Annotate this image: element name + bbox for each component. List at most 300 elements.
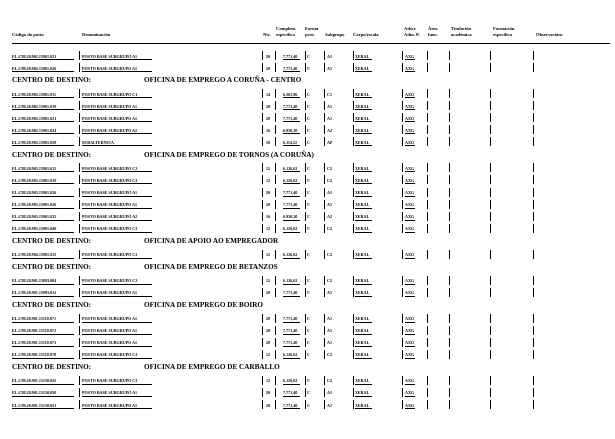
- cell-corps: XERAL: [355, 214, 370, 220]
- column-separator: [324, 288, 325, 297]
- cell-corps: XERAL: [355, 139, 370, 145]
- column-separator: [324, 338, 325, 347]
- column-separator: [490, 388, 491, 397]
- header-corpo: Corpo/escala: [353, 32, 379, 37]
- column-separator: [262, 63, 263, 72]
- column-separator: [275, 125, 276, 134]
- cell-underline: [82, 232, 152, 233]
- cell-underline: [405, 171, 415, 172]
- cell-corps: XERAL: [355, 53, 370, 59]
- cell-code: EL.C99.20.903.15901.040: [12, 226, 57, 232]
- cell-code: EL.C99.20.902.15901.028: [12, 139, 57, 145]
- column-separator: [305, 89, 306, 98]
- column-separator: [79, 63, 80, 72]
- cell-underline: [283, 408, 300, 409]
- column-separator: [402, 101, 403, 110]
- cell-underline: [355, 59, 372, 60]
- column-separator: [275, 51, 276, 60]
- cell-subgroup: C2: [327, 278, 333, 284]
- cell-complement: 6.114,22: [283, 139, 298, 145]
- cell-subgroup: A1: [327, 65, 333, 71]
- column-separator: [427, 250, 428, 259]
- cell-subgroup: A1: [327, 402, 333, 408]
- cell-underline: [405, 145, 415, 146]
- cell-underline: [355, 346, 372, 347]
- cell-underline: [405, 220, 415, 221]
- cell-denomination: POSTO BASE SUBGRUPO A1: [82, 190, 138, 195]
- cell-corps: XERAL: [355, 103, 370, 109]
- cell-underline: [355, 145, 372, 146]
- cell-subgroup: A1: [327, 190, 333, 195]
- cell-underline: [405, 384, 415, 385]
- column-separator: [262, 388, 263, 397]
- column-separator: [305, 400, 306, 409]
- cell-underline: [12, 358, 74, 359]
- cell-provision: C: [307, 402, 310, 408]
- column-separator: [324, 137, 325, 146]
- column-separator: [305, 125, 306, 134]
- column-separator: [449, 163, 450, 172]
- cell-underline: [355, 196, 372, 197]
- cell-underline: [283, 171, 300, 172]
- cell-underline: [283, 71, 300, 72]
- column-separator: [275, 188, 276, 197]
- column-separator: [79, 51, 80, 60]
- column-separator: [353, 388, 354, 397]
- column-separator: [402, 376, 403, 385]
- cell-adscription: AXG: [405, 390, 415, 396]
- cell-code: EL.C99.20.903.15901.035: [12, 214, 57, 220]
- column-separator: [533, 338, 534, 347]
- column-separator: [353, 326, 354, 335]
- cell-underline: [405, 408, 415, 409]
- column-separator: [490, 101, 491, 110]
- column-separator: [427, 125, 428, 134]
- table-row: [0, 337, 615, 349]
- cell-denomination: POSTO BASE SUBGRUPO A1: [82, 316, 138, 322]
- cell-underline: [405, 196, 415, 197]
- cell-provision: C: [307, 65, 310, 71]
- cell-underline: [355, 183, 372, 184]
- cell-underline: [405, 97, 415, 98]
- cell-underline: [283, 208, 300, 209]
- cell-underline: [405, 71, 415, 72]
- cell-underline: [355, 220, 372, 221]
- cell-complement: 7.771,40: [283, 402, 298, 408]
- header-titulacion: Titulación académica: [451, 26, 472, 37]
- cell-adscription: AXG: [405, 352, 415, 358]
- cell-underline: [283, 334, 300, 335]
- header-divider: [12, 43, 610, 44]
- table-row: [0, 136, 615, 148]
- column-separator: [449, 314, 450, 323]
- column-separator: [533, 314, 534, 323]
- cell-adscription: AXG: [405, 115, 415, 121]
- column-separator: [449, 63, 450, 72]
- column-separator: [79, 288, 80, 297]
- table-row: [0, 174, 615, 186]
- column-separator: [533, 101, 534, 110]
- cell-corps: XERAL: [355, 91, 370, 97]
- column-separator: [324, 101, 325, 110]
- cell-underline: [405, 346, 415, 347]
- cell-underline: [12, 208, 74, 209]
- cell-underline: [12, 196, 74, 197]
- column-separator: [490, 125, 491, 134]
- cell-underline: [12, 396, 74, 397]
- cell-underline: [283, 322, 300, 323]
- column-separator: [79, 224, 80, 233]
- cell-underline: [12, 334, 74, 335]
- cell-underline: [405, 322, 415, 323]
- cell-underline: [82, 208, 152, 209]
- column-separator: [449, 276, 450, 285]
- cell-underline: [355, 334, 372, 335]
- cell-underline: [405, 183, 415, 184]
- cell-provision: C: [307, 340, 310, 346]
- cell-corps: XERAL: [355, 115, 370, 121]
- column-separator: [305, 276, 306, 285]
- cell-level: 14: [266, 91, 271, 97]
- cell-complement: 6.126,62: [283, 378, 298, 384]
- cell-underline: [355, 284, 372, 285]
- cell-underline: [405, 258, 415, 259]
- cell-code: EL.C99.20.902.15901.021: [12, 115, 57, 121]
- column-separator: [427, 400, 428, 409]
- column-separator: [305, 63, 306, 72]
- center-label: CENTRO DE DESTINO:: [12, 150, 92, 159]
- column-separator: [324, 200, 325, 209]
- cell-underline: [405, 109, 415, 110]
- cell-underline: [12, 346, 74, 347]
- cell-provision: C: [307, 352, 310, 358]
- column-separator: [262, 350, 263, 359]
- cell-corps: XERAL: [355, 226, 370, 232]
- column-separator: [490, 314, 491, 323]
- cell-corps: XERAL: [355, 290, 370, 296]
- cell-denomination: POSTO BASE SUBGRUPO A1: [82, 402, 138, 408]
- header-area: Área func.: [428, 26, 438, 37]
- column-separator: [353, 224, 354, 233]
- cell-underline: [355, 322, 372, 323]
- cell-underline: [283, 232, 300, 233]
- column-separator: [449, 200, 450, 209]
- column-separator: [353, 113, 354, 122]
- cell-underline: [405, 296, 415, 297]
- column-separator: [353, 314, 354, 323]
- table-row: [0, 399, 615, 411]
- cell-underline: [82, 133, 152, 134]
- table-row: [0, 187, 615, 199]
- cell-underline: [12, 284, 74, 285]
- cell-code: EL.C99.20.901.15150.050: [12, 390, 57, 396]
- center-heading: [0, 74, 615, 87]
- cell-underline: [355, 121, 372, 122]
- column-separator: [305, 376, 306, 385]
- cell-underline: [12, 121, 74, 122]
- cell-denomination: POSTO BASE SUBGRUPO A1: [82, 53, 138, 59]
- column-separator: [449, 350, 450, 359]
- cell-denomination: POSTO BASE SUBGRUPO C2: [82, 378, 138, 384]
- cell-subgroup: A2: [327, 127, 333, 133]
- column-separator: [305, 288, 306, 297]
- cell-adscription: AXG: [405, 402, 415, 408]
- column-separator: [449, 224, 450, 233]
- cell-provision: C: [307, 190, 310, 195]
- cell-subgroup: A1: [327, 316, 333, 322]
- column-separator: [324, 400, 325, 409]
- column-separator: [305, 51, 306, 60]
- cell-code: EL.C99.20.902.15901.021: [12, 53, 57, 59]
- column-separator: [275, 89, 276, 98]
- column-separator: [533, 175, 534, 184]
- cell-code: EL.C99.20.901.15150.051: [12, 402, 57, 408]
- cell-subgroup: A1: [327, 340, 333, 346]
- cell-adscription: AXG: [405, 252, 415, 258]
- column-separator: [402, 326, 403, 335]
- column-separator: [490, 350, 491, 359]
- cell-adscription: AXG: [405, 127, 415, 133]
- cell-denomination: POSTO BASE SUBGRUPO C2: [82, 278, 138, 284]
- cell-denomination: POSTO BASE SUBGRUPO A1: [82, 202, 138, 208]
- cell-denomination: POSTO BASE SUBGRUPO C2: [82, 252, 138, 258]
- column-separator: [305, 101, 306, 110]
- column-separator: [533, 276, 534, 285]
- column-separator: [275, 113, 276, 122]
- column-separator: [324, 163, 325, 172]
- column-separator: [402, 212, 403, 221]
- table-row: [0, 387, 615, 399]
- cell-denomination: POSTO BASE SUBGRUPO A2: [82, 214, 138, 220]
- column-separator: [533, 388, 534, 397]
- column-separator: [324, 326, 325, 335]
- cell-underline: [355, 296, 372, 297]
- cell-level: 20: [266, 103, 271, 109]
- column-separator: [353, 163, 354, 172]
- cell-subgroup: C2: [327, 378, 333, 384]
- column-separator: [449, 376, 450, 385]
- cell-level: 20: [266, 190, 271, 195]
- cell-underline: [12, 171, 74, 172]
- cell-adscription: AXG: [405, 53, 415, 59]
- column-separator: [490, 188, 491, 197]
- cell-denomination: POSTO BASE SUBGRUPO A1: [82, 115, 138, 121]
- column-separator: [275, 350, 276, 359]
- column-separator: [533, 250, 534, 259]
- cell-level: 16: [266, 214, 271, 220]
- cell-provision: C: [307, 115, 310, 121]
- column-separator: [79, 250, 80, 259]
- column-separator: [275, 314, 276, 323]
- cell-underline: [405, 208, 415, 209]
- cell-code: EL.C99.20.902.15901.019: [12, 103, 57, 109]
- column-separator: [324, 388, 325, 397]
- cell-corps: XERAL: [355, 65, 370, 71]
- column-separator: [324, 113, 325, 122]
- column-separator: [449, 388, 450, 397]
- center-name: OFICINA DE EMPREGO DE TORNOS (A CORUÑA): [144, 150, 314, 159]
- column-separator: [353, 51, 354, 60]
- column-separator: [490, 376, 491, 385]
- header-observacions: Observacións: [536, 32, 563, 37]
- column-separator: [79, 137, 80, 146]
- cell-provision: C: [307, 177, 310, 183]
- column-separator: [275, 224, 276, 233]
- cell-subgroup: C2: [327, 352, 333, 358]
- cell-level: 20: [266, 340, 271, 346]
- cell-denomination: POSTO BASE SUBGRUPO C2: [82, 352, 138, 358]
- table-row: [0, 211, 615, 223]
- cell-complement: 6.561,96: [283, 91, 298, 97]
- cell-corps: XERAL: [355, 278, 370, 284]
- column-separator: [275, 200, 276, 209]
- cell-provision: C: [307, 252, 310, 258]
- cell-provision: C: [307, 226, 310, 232]
- column-separator: [324, 125, 325, 134]
- cell-subgroup: A1: [327, 115, 333, 121]
- column-separator: [490, 113, 491, 122]
- cell-complement: 7.771,40: [283, 190, 298, 195]
- cell-code: EL.C99.20.901.15110.078: [12, 352, 57, 358]
- column-separator: [427, 276, 428, 285]
- cell-adscription: AXG: [405, 190, 415, 195]
- cell-complement: 6.126,62: [283, 165, 298, 171]
- cell-code: EL.C99.20.901.15150.025: [12, 378, 57, 384]
- cell-underline: [82, 334, 152, 335]
- cell-underline: [82, 258, 152, 259]
- column-separator: [427, 224, 428, 233]
- center-label: CENTRO DE DESTINO:: [12, 300, 92, 309]
- cell-level: 12: [266, 352, 271, 358]
- column-separator: [324, 212, 325, 221]
- cell-underline: [12, 109, 74, 110]
- cell-provision: C: [307, 214, 310, 220]
- header-codigo: Código do posto: [12, 32, 44, 37]
- cell-underline: [355, 358, 372, 359]
- cell-code: EL.C99.20.901.15110.072: [12, 328, 57, 334]
- column-separator: [449, 51, 450, 60]
- column-separator: [353, 288, 354, 297]
- column-separator: [305, 388, 306, 397]
- column-separator: [533, 63, 534, 72]
- cell-underline: [82, 145, 152, 146]
- cell-code: EL.C99.20.903.15901.026: [12, 202, 57, 208]
- column-separator: [490, 288, 491, 297]
- cell-underline: [283, 396, 300, 397]
- center-label: CENTRO DE DESTINO:: [12, 262, 92, 271]
- column-separator: [79, 200, 80, 209]
- column-separator: [533, 188, 534, 197]
- column-separator: [79, 326, 80, 335]
- cell-level: 20: [266, 53, 271, 59]
- cell-level: 12: [266, 165, 271, 171]
- cell-code: EL.C99.20.901.15110.071: [12, 316, 57, 322]
- cell-code: EL.C99.20.903.15901.026: [12, 190, 57, 195]
- column-separator: [533, 400, 534, 409]
- cell-complement: 6.126,62: [283, 226, 298, 232]
- cell-provision: C: [307, 316, 310, 322]
- cell-underline: [82, 296, 152, 297]
- center-name: OFICINA DE EMPREGO A CORUÑA - CENTRO: [144, 76, 302, 85]
- cell-complement: 6.950,20: [283, 214, 298, 220]
- header-formacion: Formación específica: [493, 26, 515, 37]
- cell-underline: [283, 284, 300, 285]
- column-separator: [275, 212, 276, 221]
- cell-subgroup: C2: [327, 177, 333, 183]
- header-adscr: Adscr. Adm. P.: [404, 26, 420, 37]
- header-subgrupo: Subgrupo: [325, 32, 345, 37]
- cell-underline: [405, 358, 415, 359]
- cell-underline: [12, 322, 74, 323]
- cell-code: EL.C99.20.902.15901.024: [12, 127, 57, 133]
- column-separator: [402, 175, 403, 184]
- cell-level: 20: [266, 390, 271, 396]
- cell-provision: C: [307, 91, 310, 97]
- column-separator: [427, 101, 428, 110]
- header-niv: Niv.: [263, 32, 271, 37]
- column-separator: [533, 51, 534, 60]
- column-separator: [262, 326, 263, 335]
- cell-provision: C: [307, 278, 310, 284]
- column-separator: [402, 388, 403, 397]
- cell-underline: [12, 145, 74, 146]
- header-denominacion: Denominación: [82, 32, 111, 37]
- column-separator: [324, 250, 325, 259]
- cell-adscription: AXG: [405, 139, 415, 145]
- column-separator: [324, 276, 325, 285]
- cell-underline: [12, 59, 74, 60]
- cell-underline: [405, 334, 415, 335]
- column-separator: [533, 212, 534, 221]
- column-separator: [262, 175, 263, 184]
- cell-adscription: AXG: [405, 226, 415, 232]
- column-separator: [305, 188, 306, 197]
- cell-level: 20: [266, 402, 271, 408]
- column-separator: [262, 163, 263, 172]
- column-separator: [353, 338, 354, 347]
- column-separator: [449, 400, 450, 409]
- table-header: [0, 25, 615, 43]
- column-separator: [79, 376, 80, 385]
- column-separator: [449, 113, 450, 122]
- column-separator: [427, 376, 428, 385]
- column-separator: [402, 51, 403, 60]
- column-separator: [402, 163, 403, 172]
- column-separator: [324, 314, 325, 323]
- cell-underline: [283, 384, 300, 385]
- column-separator: [79, 276, 80, 285]
- column-separator: [353, 200, 354, 209]
- cell-code: EL.C99.20.901.15093.012: [12, 290, 57, 296]
- column-separator: [427, 338, 428, 347]
- cell-corps: XERAL: [355, 202, 370, 208]
- column-separator: [305, 137, 306, 146]
- column-separator: [402, 350, 403, 359]
- column-separator: [324, 188, 325, 197]
- cell-code: EL.C99.20.902.15901.011: [12, 91, 57, 97]
- column-separator: [353, 125, 354, 134]
- cell-adscription: AXG: [405, 378, 415, 384]
- cell-complement: 7.771,40: [283, 65, 298, 71]
- header-complem: Complem. específico: [276, 26, 297, 37]
- cell-underline: [283, 358, 300, 359]
- cell-underline: [405, 284, 415, 285]
- column-separator: [79, 113, 80, 122]
- column-separator: [305, 212, 306, 221]
- column-separator: [79, 125, 80, 134]
- column-separator: [402, 338, 403, 347]
- cell-complement: 7.771,40: [283, 202, 298, 208]
